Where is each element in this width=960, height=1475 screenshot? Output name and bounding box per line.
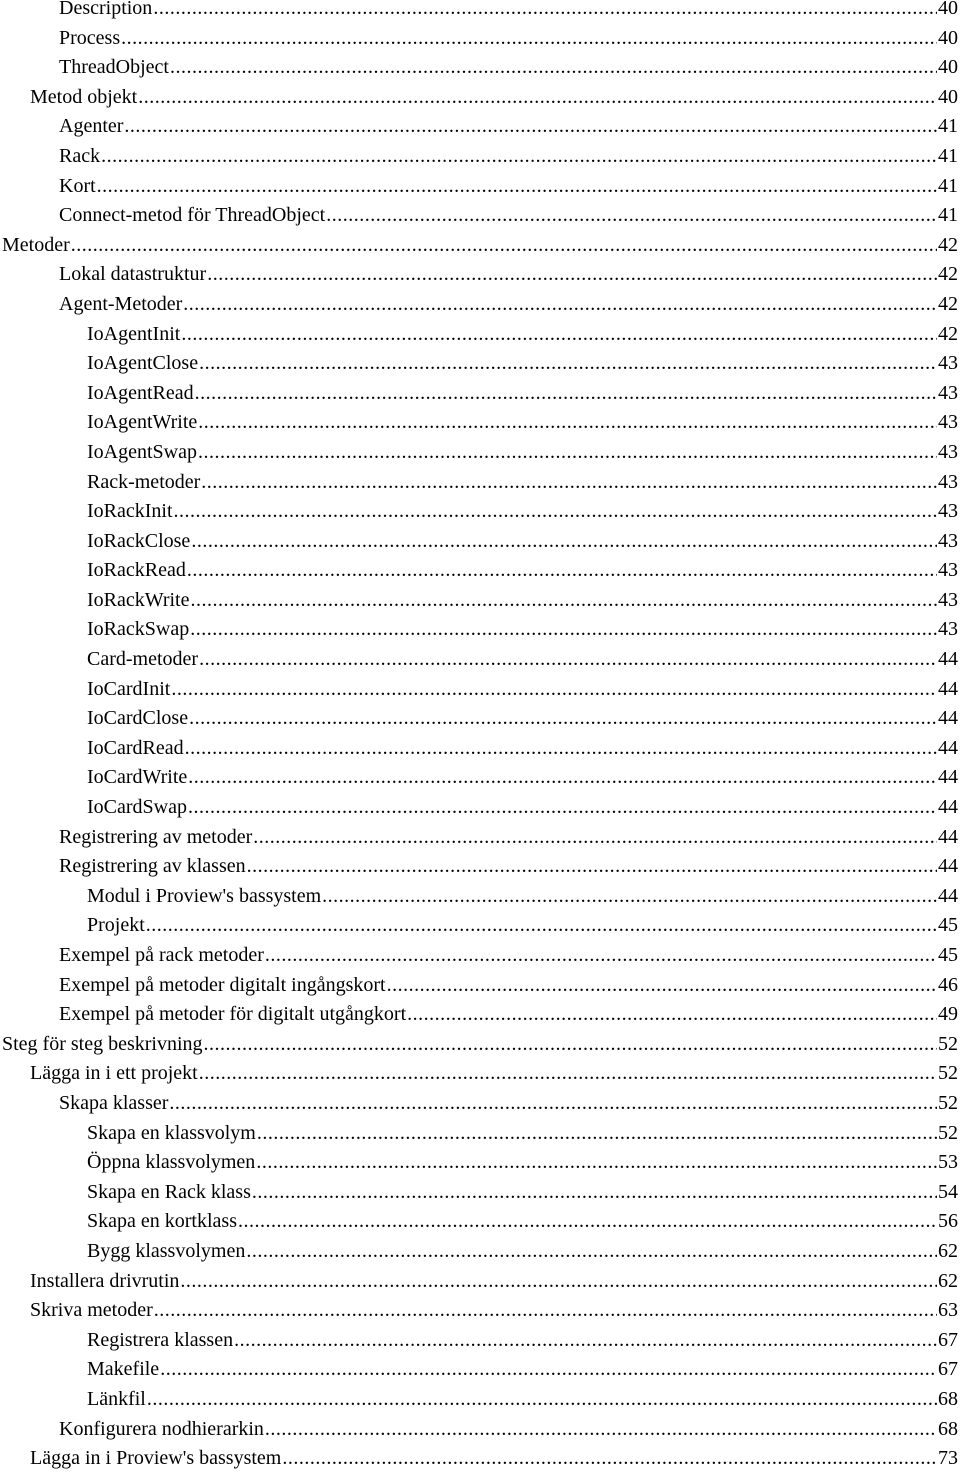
toc-entry[interactable]	[0, 1296, 960, 1326]
dot-leader	[199, 349, 937, 379]
toc-entry-page-number: 52	[938, 1121, 958, 1144]
toc-entry-title: Connect-metod för ThreadObject	[59, 204, 326, 227]
toc-entry-page-number: 43	[938, 411, 958, 434]
toc-entry-title: IoCardClose	[87, 707, 189, 730]
toc-entry-page-number: 40	[938, 56, 958, 79]
toc-entry-page-number: 44	[938, 677, 958, 700]
dot-leader	[170, 53, 937, 83]
dot-leader	[201, 468, 937, 498]
toc-entry[interactable]	[0, 527, 960, 557]
dot-leader	[138, 83, 937, 113]
dot-leader	[282, 1444, 937, 1474]
toc-entry-page-number: 41	[938, 204, 958, 227]
toc-entry-title: IoCardRead	[87, 736, 184, 759]
dot-leader	[198, 438, 937, 468]
toc-entry[interactable]	[0, 586, 960, 616]
toc-entry-title: IoAgentClose	[87, 352, 199, 375]
toc-entry-page-number: 73	[938, 1447, 958, 1470]
dot-leader	[71, 231, 937, 261]
toc-entry[interactable]	[0, 0, 960, 24]
dot-leader	[322, 882, 937, 912]
toc-entry[interactable]	[0, 1355, 960, 1385]
toc-entry[interactable]	[0, 704, 960, 734]
toc-entry-title: IoRackSwap	[87, 618, 190, 641]
toc-entry-page-number: 44	[938, 707, 958, 730]
toc-entry[interactable]	[0, 675, 960, 705]
toc-entry-title: IoAgentInit	[87, 322, 181, 345]
toc-entry[interactable]	[0, 556, 960, 586]
toc-entry-title: Lägga in i Proview's bassystem	[30, 1447, 282, 1470]
toc-entry-page-number: 44	[938, 825, 958, 848]
toc-entry-title: Rack	[59, 144, 101, 167]
toc-entry-page-number: 41	[938, 144, 958, 167]
toc-entry[interactable]	[0, 1178, 960, 1208]
dot-leader	[407, 1000, 937, 1030]
dot-leader	[207, 260, 937, 290]
toc-entry-title: Makefile	[87, 1358, 160, 1381]
dot-leader	[147, 1385, 937, 1415]
dot-leader	[101, 142, 937, 172]
toc-entry-title: IoCardWrite	[87, 766, 188, 789]
toc-entry[interactable]	[0, 231, 960, 261]
dot-leader	[234, 1326, 937, 1356]
dot-leader	[169, 1089, 937, 1119]
toc-entry-page-number: 52	[938, 1032, 958, 1055]
toc-entry-title: Registrering av metoder	[59, 825, 253, 848]
dot-leader	[252, 1178, 937, 1208]
toc-entry-title: IoCardSwap	[87, 796, 187, 819]
toc-entry-page-number: 52	[938, 1062, 958, 1085]
toc-entry[interactable]	[0, 24, 960, 54]
toc-entry-title: Registrering av klassen	[59, 855, 246, 878]
toc-entry-page-number: 62	[938, 1269, 958, 1292]
toc-entry-title: Agenter	[59, 115, 124, 138]
dot-leader	[253, 823, 937, 853]
dot-leader	[191, 527, 937, 557]
toc-entry-title: IoRackWrite	[87, 588, 190, 611]
toc-entry[interactable]	[0, 763, 960, 793]
toc-entry-title: Skapa en kortklass	[87, 1210, 237, 1233]
dot-leader	[199, 645, 937, 675]
dot-leader	[387, 971, 937, 1001]
dot-leader	[187, 556, 937, 586]
toc-entry[interactable]	[0, 1089, 960, 1119]
toc-entry-page-number: 41	[938, 174, 958, 197]
toc-entry[interactable]	[0, 201, 960, 231]
toc-entry-title: Lägga in i ett projekt	[30, 1062, 198, 1085]
toc-entry[interactable]	[0, 53, 960, 83]
toc-entry[interactable]	[0, 1326, 960, 1356]
toc-entry-page-number: 54	[938, 1180, 958, 1203]
toc-entry[interactable]	[0, 438, 960, 468]
toc-entry[interactable]	[0, 142, 960, 172]
toc-entry-title: Lokal datastruktur	[59, 263, 207, 286]
dot-leader	[198, 408, 937, 438]
toc-entry[interactable]	[0, 1000, 960, 1030]
dot-leader	[247, 852, 937, 882]
toc-entry-page-number: 44	[938, 884, 958, 907]
toc-entry-page-number: 43	[938, 352, 958, 375]
toc-entry[interactable]	[0, 1444, 960, 1474]
toc-entry[interactable]	[0, 408, 960, 438]
toc-entry[interactable]	[0, 172, 960, 202]
toc-entry[interactable]	[0, 941, 960, 971]
toc-entry-page-number: 41	[938, 115, 958, 138]
toc-entry-page-number: 40	[938, 26, 958, 49]
dot-leader	[171, 675, 937, 705]
toc-entry-title: Registrera klassen	[87, 1328, 234, 1351]
dot-leader	[146, 911, 937, 941]
toc-entry-page-number: 43	[938, 500, 958, 523]
toc-entry[interactable]	[0, 823, 960, 853]
toc-entry-title: Description	[59, 0, 153, 19]
toc-entry-title: IoAgentSwap	[87, 440, 197, 463]
toc-entry-title: Installera drivrutin	[30, 1269, 180, 1292]
toc-entry-page-number: 42	[938, 263, 958, 286]
toc-entry-title: Konfigurera nodhierarkin	[59, 1417, 264, 1440]
dot-leader	[121, 24, 937, 54]
toc-entry-page-number: 67	[938, 1328, 958, 1351]
toc-entry-page-number: 62	[938, 1239, 958, 1262]
toc-entry[interactable]	[0, 734, 960, 764]
toc-entry-title: IoAgentRead	[87, 381, 194, 404]
dot-leader	[174, 497, 937, 527]
toc-entry[interactable]	[0, 497, 960, 527]
toc-entry-title: Modul i Proview's bassystem	[87, 884, 322, 907]
toc-entry-title: Exempel på rack metoder	[59, 944, 264, 966]
toc-entry[interactable]	[0, 320, 960, 350]
toc-entry[interactable]	[0, 645, 960, 675]
toc-entry-title: Rack-metoder	[87, 470, 201, 493]
toc-entry-title: IoRackInit	[87, 500, 173, 523]
toc-entry[interactable]	[0, 260, 960, 290]
dot-leader	[160, 1355, 937, 1385]
toc-entry-title: Process	[59, 26, 121, 49]
toc-entry[interactable]	[0, 971, 960, 1001]
dot-leader	[256, 1148, 937, 1178]
toc-entry-page-number: 63	[938, 1299, 958, 1322]
toc-entry-page-number: 45	[938, 944, 958, 966]
toc-entry[interactable]	[0, 290, 960, 320]
toc-entry[interactable]	[0, 911, 960, 941]
toc-entry-page-number: 45	[938, 914, 958, 937]
toc-entry-title: Projekt	[87, 914, 145, 937]
toc-entry[interactable]	[0, 1148, 960, 1178]
toc-entry[interactable]	[0, 1237, 960, 1267]
toc-entry-page-number: 52	[938, 1091, 958, 1114]
toc-entry-page-number: 42	[938, 233, 958, 256]
toc-entry-page-number: 44	[938, 796, 958, 819]
dot-leader	[195, 379, 937, 409]
dot-leader	[154, 1296, 937, 1326]
toc-entry-page-number: 68	[938, 1417, 958, 1440]
toc-entry-page-number: 43	[938, 440, 958, 463]
dot-leader	[199, 1059, 937, 1089]
dot-leader	[124, 112, 937, 142]
dot-leader	[188, 763, 937, 793]
toc-entry-page-number: 68	[938, 1387, 958, 1410]
toc-entry[interactable]	[0, 1059, 960, 1089]
dot-leader	[189, 704, 937, 734]
dot-leader	[190, 615, 937, 645]
toc-entry[interactable]	[0, 1207, 960, 1237]
toc-entry-page-number: 43	[938, 618, 958, 641]
toc-entry[interactable]	[0, 112, 960, 142]
toc-entry[interactable]	[0, 83, 960, 113]
dot-leader	[265, 941, 937, 971]
toc-entry-title: Exempel på metoder för digitalt utgångkort	[59, 1003, 407, 1026]
toc-entry-page-number: 44	[938, 736, 958, 759]
toc-entry-page-number: 43	[938, 559, 958, 582]
toc-entry-title: Bygg klassvolymen	[87, 1239, 246, 1262]
toc-entry-page-number: 53	[938, 1151, 958, 1174]
toc-entry-page-number: 44	[938, 855, 958, 878]
toc-entry[interactable]	[0, 379, 960, 409]
toc-entry-page-number: 43	[938, 529, 958, 552]
toc-entry-page-number: 44	[938, 648, 958, 671]
toc-entry-title: Exempel på metoder digitalt ingångskort	[59, 973, 386, 996]
toc-entry[interactable]	[0, 852, 960, 882]
toc-entry-title: ThreadObject	[59, 56, 169, 79]
toc-entry[interactable]	[0, 882, 960, 912]
dot-leader	[188, 793, 937, 823]
toc-entry-title: Metod objekt	[30, 85, 138, 108]
toc-entry-title: Skapa klasser	[59, 1091, 169, 1114]
toc-entry-title: Steg för steg beskrivning	[2, 1032, 203, 1055]
toc-entry[interactable]	[0, 1267, 960, 1297]
dot-leader	[180, 1267, 937, 1297]
toc-entry-title: Kort	[59, 174, 96, 197]
toc-entry-title: Skapa en Rack klass	[87, 1180, 251, 1203]
dot-leader	[183, 290, 937, 320]
toc-entry[interactable]	[0, 1385, 960, 1415]
toc-entry-title: IoCardInit	[87, 677, 171, 700]
toc-entry-title: Länkfil	[87, 1387, 146, 1410]
dot-leader	[326, 201, 937, 231]
dot-leader	[153, 0, 937, 24]
toc-entry-title: Agent-Metoder	[59, 292, 183, 315]
dot-leader	[265, 1415, 937, 1445]
dot-leader	[190, 586, 937, 616]
dot-leader	[246, 1237, 937, 1267]
toc-entry[interactable]	[0, 793, 960, 823]
toc-entry[interactable]	[0, 1030, 960, 1060]
toc-entry[interactable]	[0, 468, 960, 498]
toc-entry[interactable]	[0, 615, 960, 645]
toc-entry[interactable]	[0, 349, 960, 379]
toc-entry-title: Skriva metoder	[30, 1299, 153, 1322]
toc-entry[interactable]	[0, 1415, 960, 1445]
toc-entry-page-number: 67	[938, 1358, 958, 1381]
toc-entry-page-number: 43	[938, 381, 958, 404]
toc-entry-title: Skapa en klassvolym	[87, 1121, 256, 1144]
dot-leader	[238, 1207, 937, 1237]
toc-entry-title: Card-metoder	[87, 648, 199, 671]
toc-entry-title: IoRackClose	[87, 529, 191, 552]
toc-entry-page-number: 56	[938, 1210, 958, 1233]
toc-entry-page-number: 42	[938, 322, 958, 345]
dot-leader	[97, 172, 937, 202]
toc-entry-page-number: 49	[938, 1003, 958, 1026]
toc-entry-title: Öppna klassvolymen	[87, 1151, 256, 1174]
toc-entry-title: Metoder	[2, 233, 70, 256]
dot-leader	[257, 1119, 937, 1149]
toc-entry-page-number: 40	[938, 85, 958, 108]
toc-entry-title: IoRackRead	[87, 559, 186, 582]
dot-leader	[185, 734, 937, 764]
toc-entry-page-number: 43	[938, 470, 958, 493]
dot-leader	[181, 320, 937, 350]
toc-entry-page-number: 43	[938, 588, 958, 611]
toc-entry-page-number: 40	[938, 0, 958, 19]
toc-entry-title: IoAgentWrite	[87, 411, 198, 434]
toc-entry[interactable]	[0, 1119, 960, 1149]
toc-entry-page-number: 42	[938, 292, 958, 315]
toc-entry-page-number: 46	[938, 973, 958, 996]
dot-leader	[204, 1030, 937, 1060]
toc-entry-page-number: 44	[938, 766, 958, 789]
